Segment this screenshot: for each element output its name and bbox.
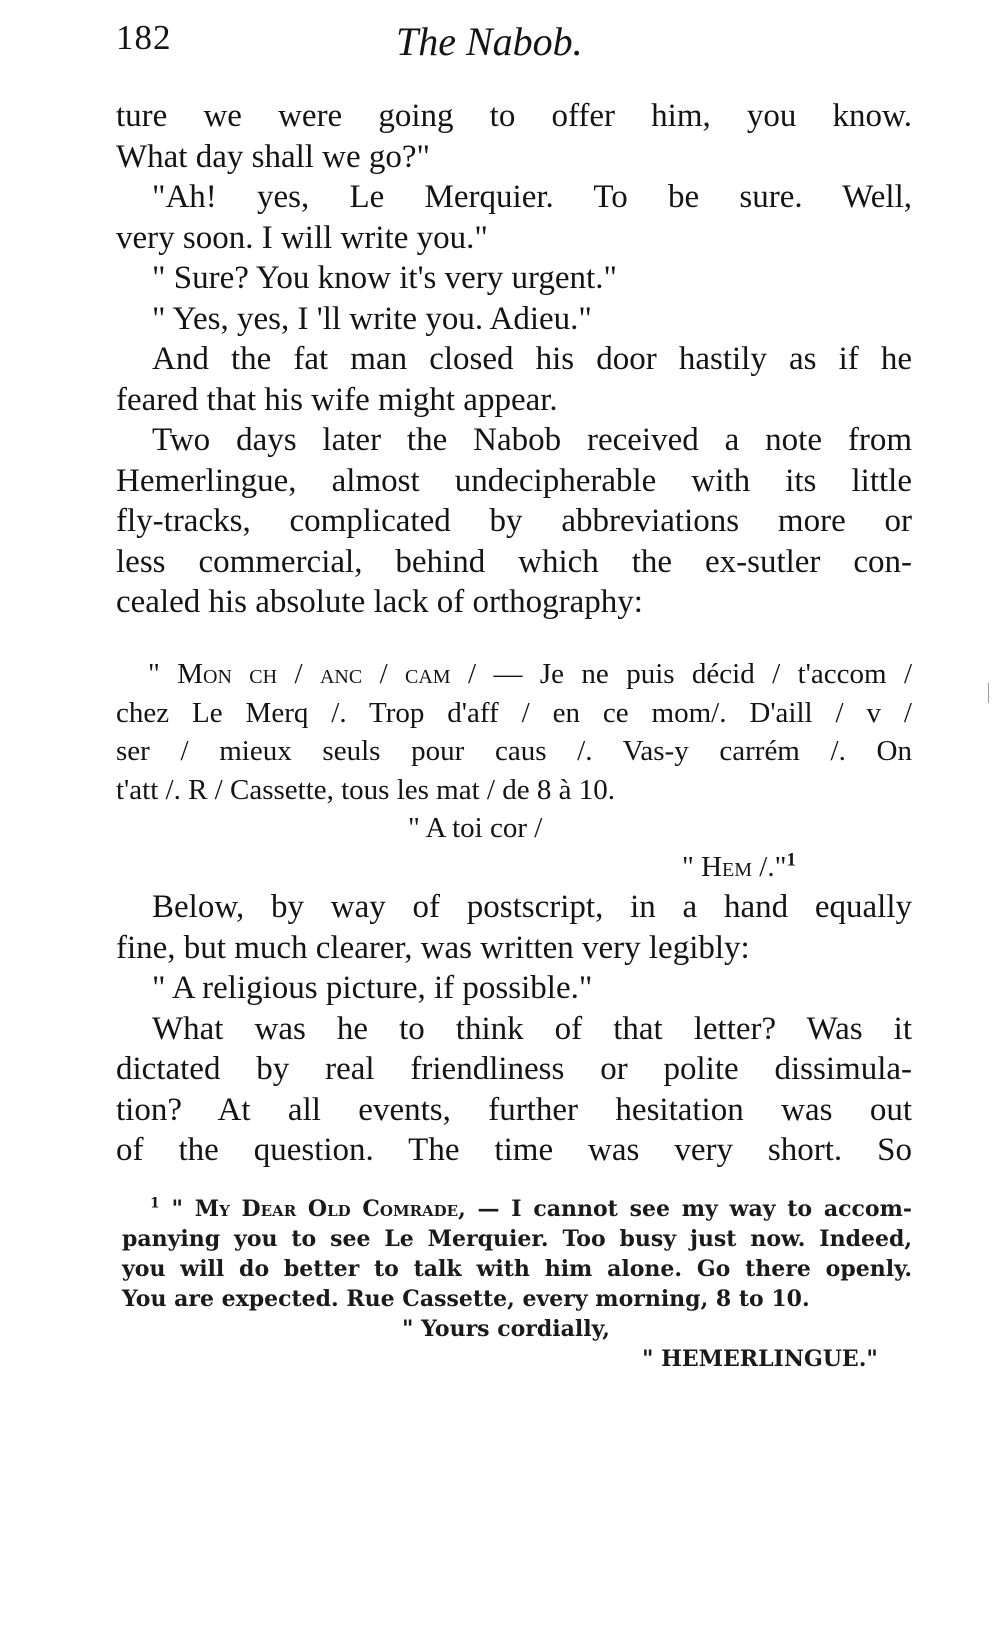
text-line: tion? At all events, further hesitation was out — [116, 1091, 912, 1128]
footnote-line — [122, 1194, 912, 1224]
text-line: "Ah! yes, Le Merquier. To be sure. Well, — [152, 179, 912, 215]
running-head — [116, 18, 912, 68]
text-line: very soon. I will write you." — [116, 219, 488, 256]
text-line: " Sure? You know it's very urgent." — [152, 260, 617, 296]
text-line: Hemerlingue, almost undecipherable with its little — [116, 462, 912, 499]
quoted-letter — [116, 655, 912, 886]
footnote-opening: " My Dear Old Comrade, — [171, 1196, 466, 1222]
letter-signature — [116, 848, 912, 887]
text-line: of the question. The time was very short. So — [116, 1132, 912, 1168]
body-text-top — [116, 96, 912, 623]
text-line: And the fat man closed his door hastily as if he — [152, 341, 912, 377]
text-line: less commercial, behind which the ex-sutler con- — [116, 543, 912, 580]
text-line: What was he to think of that letter? Was it — [152, 1010, 912, 1047]
footnote-line: You are expected. Rue Cassette, every morning, 8 to 10. — [122, 1286, 810, 1312]
text-line: cealed his absolute lack of orthography: — [116, 584, 643, 620]
text-line: feared that his wife might appear. — [116, 381, 558, 418]
letter-line — [116, 655, 912, 694]
body-text-bottom — [116, 887, 912, 1171]
letter-line-text: — Je ne puis décid / t'accom / — [493, 658, 913, 690]
letter-line: ser / mieux seuls pour caus /. Vas-y carrém /. On — [116, 735, 912, 767]
signature-close: /." — [752, 850, 787, 883]
letter-line: t'att /. R / Cassette, tous les mat / de 8 à 10. — [116, 773, 615, 806]
text-line: What day shall we go?" — [116, 138, 431, 175]
text-line: Two days later the Nabob received a note from — [152, 422, 912, 458]
text-line: ture we were going to offer him, you know. — [116, 98, 912, 134]
text-line: " A religious picture, if possible." — [152, 970, 593, 1006]
letter-opening: " Mon ch / anc / cam / — [148, 658, 477, 690]
signature-quote: " — [682, 850, 702, 883]
text-line: fine, but much clearer, was written very legibly: — [116, 929, 750, 966]
text-line: Below, by way of postscript, in a hand equally — [152, 889, 912, 925]
letter-line: chez Le Merq /. Trop d'aff / en ce mom/. D'aill / v / — [116, 696, 912, 729]
signature-name: Hem — [701, 850, 753, 883]
running-title: The Nabob. — [396, 19, 583, 64]
page-number: 182 — [116, 18, 172, 57]
text-line: " Yes, yes, I 'll write you. Adieu." — [152, 300, 592, 337]
footnote — [122, 1194, 912, 1374]
footnote-line: you will do better to talk with him alone. Go there openly. — [122, 1256, 912, 1282]
scan-edge-mark — [988, 683, 989, 703]
footnote-reference: 1 — [786, 848, 796, 870]
footnote-line: panying you to see Le Merquier. Too busy just now. Indeed, — [122, 1226, 912, 1252]
footnote-line-text: — I cannot see my way to accom- — [477, 1196, 912, 1222]
footnote-marker: 1 — [150, 1195, 160, 1212]
text-line: dictated by real friendliness or polite dissimula- — [116, 1051, 912, 1087]
footnote-signature: " HEMERLINGUE." — [642, 1346, 878, 1372]
footnote-salutation: " Yours cordially, — [402, 1316, 610, 1342]
text-line: fly-tracks, complicated by abbreviations more or — [116, 503, 912, 539]
letter-salutation: " A toi cor / — [408, 812, 543, 844]
